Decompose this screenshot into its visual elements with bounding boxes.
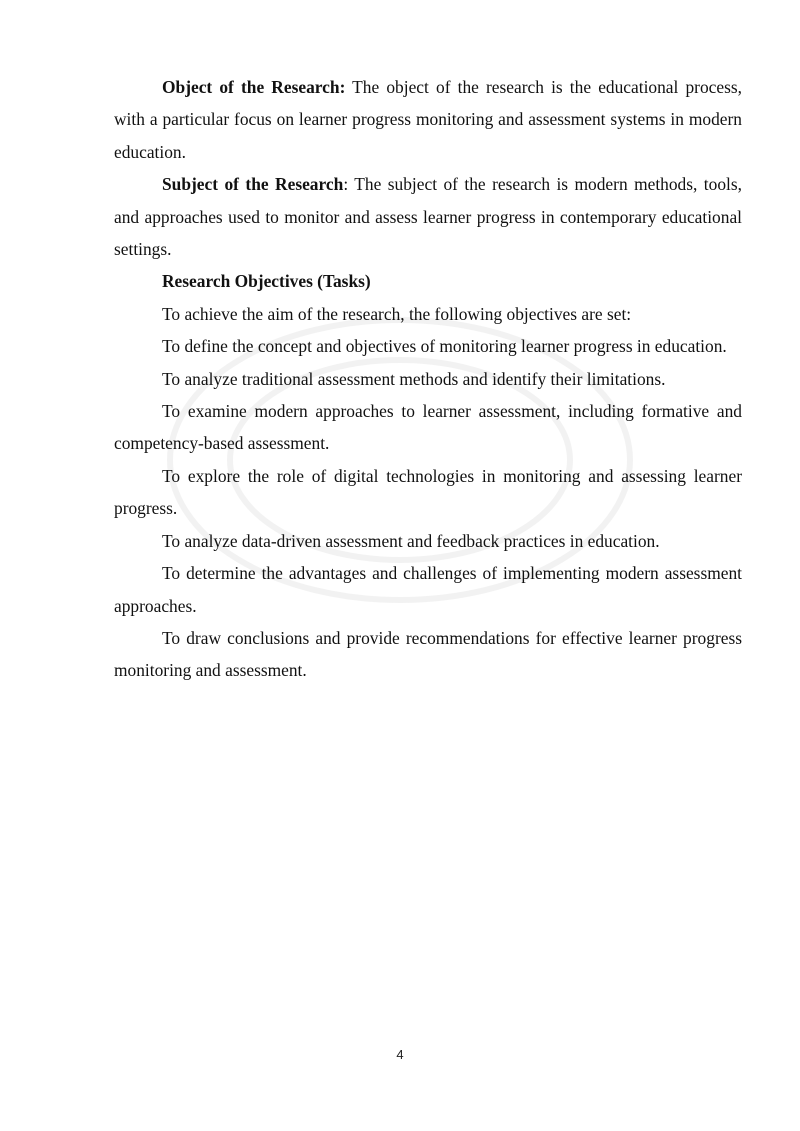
page-number: 4 (396, 1047, 404, 1062)
object-of-research-paragraph (114, 71, 742, 168)
objective-item: To analyze data-driven assessment and feedback practices in education. (162, 530, 660, 551)
document-body (114, 71, 742, 687)
objective-item: To define the concept and objectives of monitoring learner progress in education. (162, 336, 727, 357)
subject-of-research-label: Subject of the Research (162, 174, 344, 195)
objective-item: To analyze traditional assessment methods and identify their limitations. (162, 368, 666, 389)
objective-item: To draw conclusions and provide recommendations for effective learner progress monitoring and assessment. (114, 627, 742, 681)
objective-item: To determine the advantages and challenges of implementing modern assessment approaches. (114, 563, 742, 616)
subject-of-research-text: : The subject of the research is modern methods, tools, and approaches used to monitor and assess learner progress in contemporary educational settings. (114, 174, 742, 260)
research-objectives-heading: Research Objectives (Tasks) (162, 271, 371, 292)
objective-item: To explore the role of digital technologies in monitoring and assessing learner progress. (114, 465, 742, 519)
objectives-intro: To achieve the aim of the research, the following objectives are set: (162, 303, 632, 324)
objective-item: To examine modern approaches to learner assessment, including formative and competency-based assessment. (114, 401, 742, 454)
object-of-research-text: The object of the research is the educational process, with a particular focus on learner progress monitoring and assessment systems in modern education. (114, 77, 742, 162)
object-of-research-label: Object of the Research: (162, 77, 346, 97)
subject-of-research-paragraph (114, 168, 742, 265)
